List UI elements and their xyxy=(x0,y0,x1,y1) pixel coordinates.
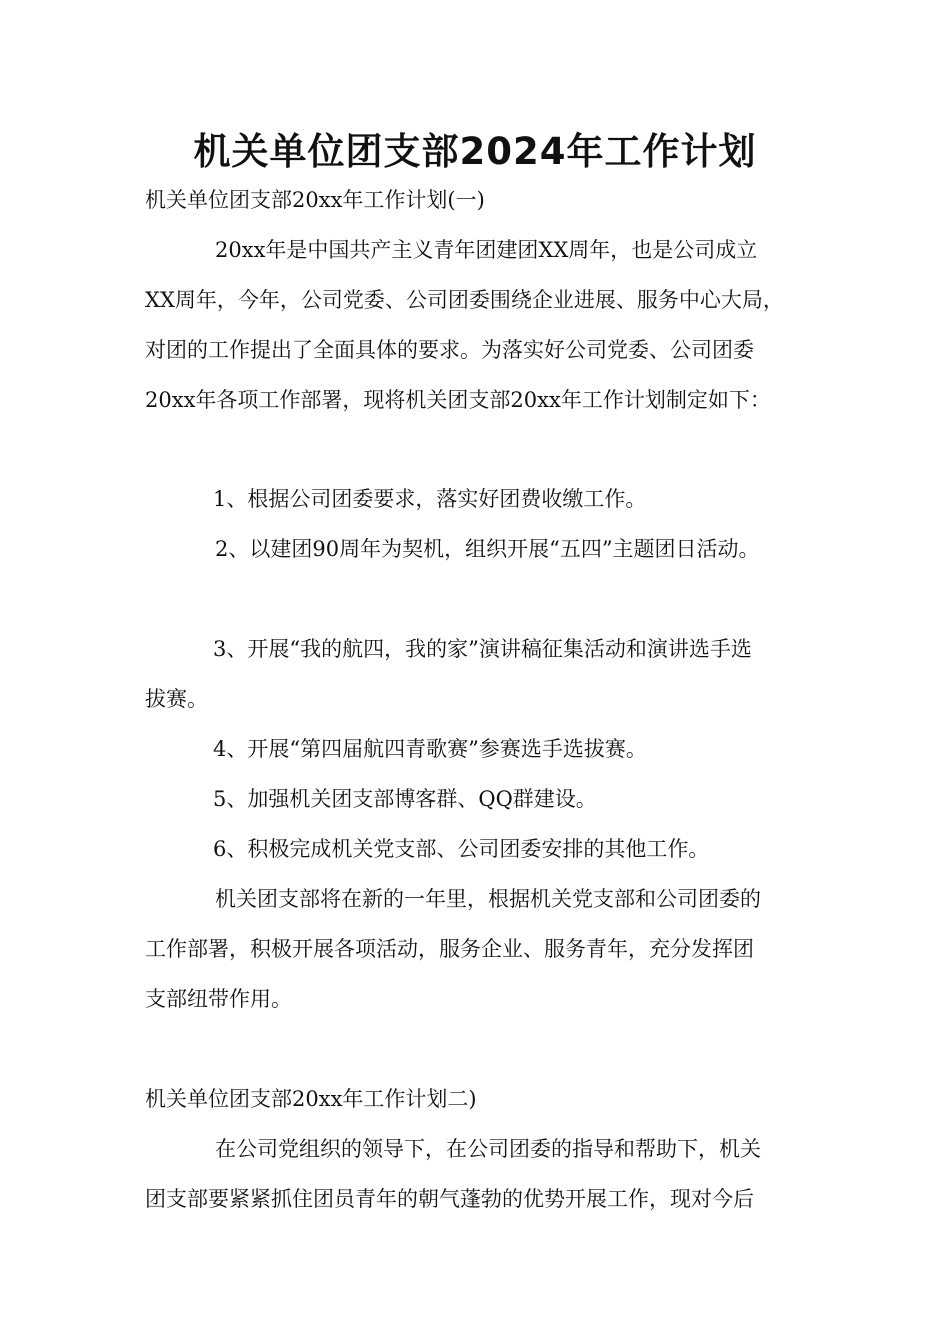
list-item: 1、根据公司团委要求，落实好团费收缴工作。 xyxy=(213,487,647,511)
paragraph-line: 在公司党组织的领导下，在公司团委的指导和帮助下，机关 xyxy=(215,1137,761,1161)
document-title: 机关单位团支部2024年工作计划 xyxy=(193,130,757,173)
list-item-continuation: 拔赛。 xyxy=(145,687,208,711)
paragraph-line: 工作部署，积极开展各项活动，服务企业、服务青年，充分发挥团 xyxy=(145,937,754,961)
paragraph-line: XX周年，今年，公司党委、公司团委围绕企业进展、服务中心大局， xyxy=(145,288,784,312)
paragraph-line: 支部纽带作用。 xyxy=(145,987,292,1011)
list-item: 6、积极完成机关党支部、公司团委安排的其他工作。 xyxy=(213,837,710,861)
paragraph-line: 对团的工作提出了全面具体的要求。为落实好公司党委、公司团委 xyxy=(145,338,754,362)
section-heading: 机关单位团支部20xx年工作计划(一) xyxy=(145,188,485,212)
list-item: 3、开展“我的航四，我的家”演讲稿征集活动和演讲选手选 xyxy=(213,637,752,661)
paragraph-line: 团支部要紧紧抓住团员青年的朝气蓬勃的优势开展工作，现对今后 xyxy=(145,1187,754,1211)
list-item: 5、加强机关团支部博客群、QQ群建设。 xyxy=(213,787,597,811)
list-item: 4、开展“第四届航四青歌赛”参赛选手选拔赛。 xyxy=(213,737,647,761)
paragraph-line: 20xx年是中国共产主义青年团建团XX周年，也是公司成立 xyxy=(215,238,758,262)
section-heading: 机关单位团支部20xx年工作计划二) xyxy=(145,1087,477,1111)
list-item: 2、以建团90周年为契机，组织开展“五四”主题团日活动。 xyxy=(215,537,760,561)
paragraph-line: 20xx年各项工作部署，现将机关团支部20xx年工作计划制定如下： xyxy=(145,388,771,412)
paragraph-line: 机关团支部将在新的一年里，根据机关党支部和公司团委的 xyxy=(215,887,761,911)
